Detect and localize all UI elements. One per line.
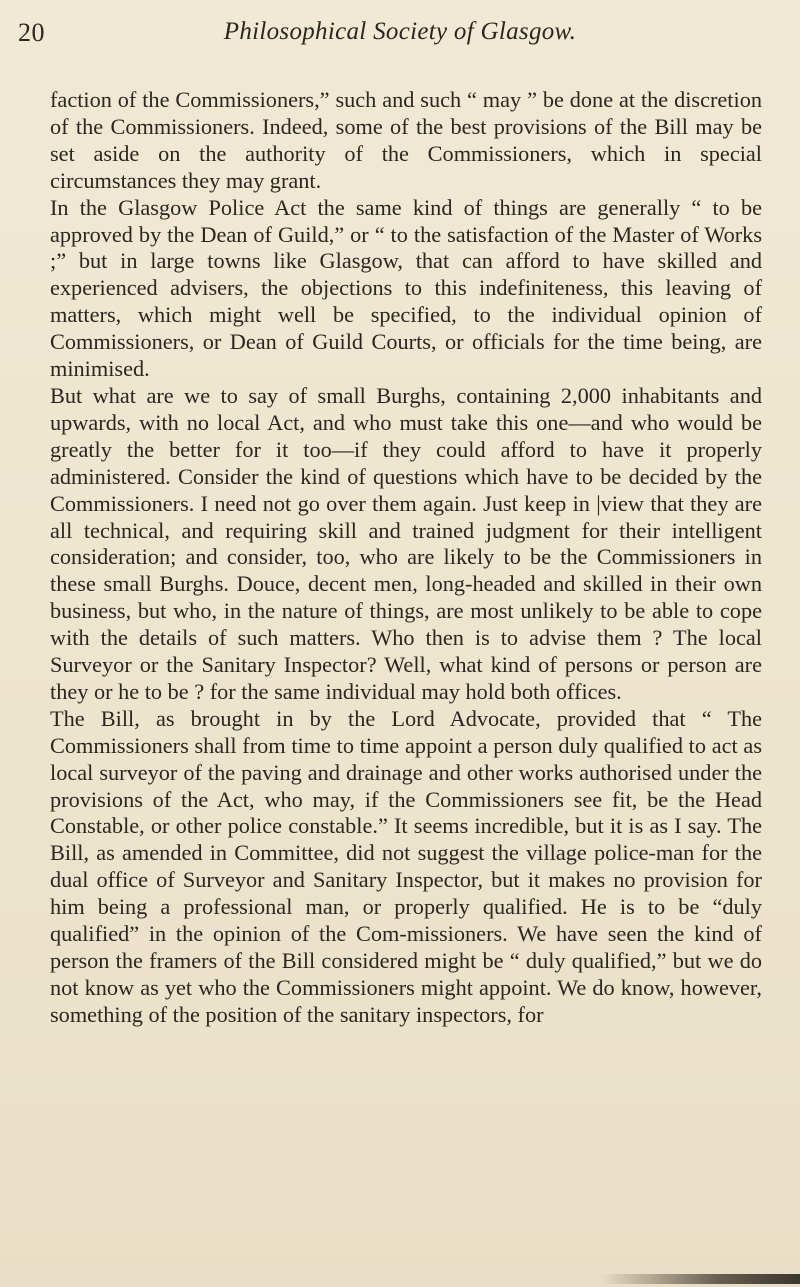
journal-title: Philosophical Society of Glasgow. (223, 18, 577, 45)
body-text (50, 87, 762, 1029)
page-number: 20 (18, 18, 45, 47)
paragraph-2: In the Glasgow Police Act the same kind of things are generally “ to be approved by the Dean of Guild,” or “ to the satisfaction of the Master of Works ;” but in large towns like Glasgow, that can afford to have skilled and experienced advisers, the objections to this indefiniteness, this leaving of matters, which might well be specified, to the individual opinion of Commissioners, or Dean of Guild Courts, or officials for the time being, are minimised. (50, 194, 762, 382)
page-edge-shadow (600, 1274, 800, 1284)
paragraph-1: faction of the Commissioners,” such and such “ may ” be done at the discretion of the Commissioners. Indeed, some of the best provisions of the Bill may be set aside on the authority of the Commissioners, which in special circumstances they may grant. (50, 87, 762, 193)
paragraph-4: The Bill, as brought in by the Lord Advocate, provided that “ The Commissioners shall from time to time appoint a person duly qualified to act as local surveyor of the paving and drainage and other works authorised under the provisions of the Act, who may, if the Commissioners see fit, be the Head Constable, or other police constable.” It seems incredible, but it is as I say. The Bill, as amended in Committee, did not suggest the village police-man for the dual office of Surveyor and Sanitary Inspector, but it makes no provision for him being a professional man, or properly qualified. He is to be “duly qualified” in the opinion of the Com-missioners. We have seen the kind of person the framers of the Bill considered might be “ duly qualified,” but we do not know as yet who the Commissioners might appoint. We do know, however, something of the position of the sanitary inspectors, for (50, 705, 762, 1027)
running-head (0, 18, 800, 58)
paragraph-3: But what are we to say of small Burghs, containing 2,000 inhabitants and upwards, with no local Act, and who must take this one—and who would be greatly the better for it too—if they could afford to have it properly administered. Consider the kind of questions which have to be decided by the Commissioners. I need not go over them again. Just keep in |view that they are all technical, and requiring skill and trained judgment for their intelligent consideration; and consider, too, who are likely to be the Commissioners in these small Burghs. Douce, decent men, long-headed and skilled in their own business, but who, in the nature of things, are most unlikely to be able to cope with the details of such matters. Who then is to advise them ? The local Surveyor or the Sanitary Inspector? Well, what kind of persons or person are they or he to be ? for the same individual may hold both offices. (50, 382, 762, 704)
